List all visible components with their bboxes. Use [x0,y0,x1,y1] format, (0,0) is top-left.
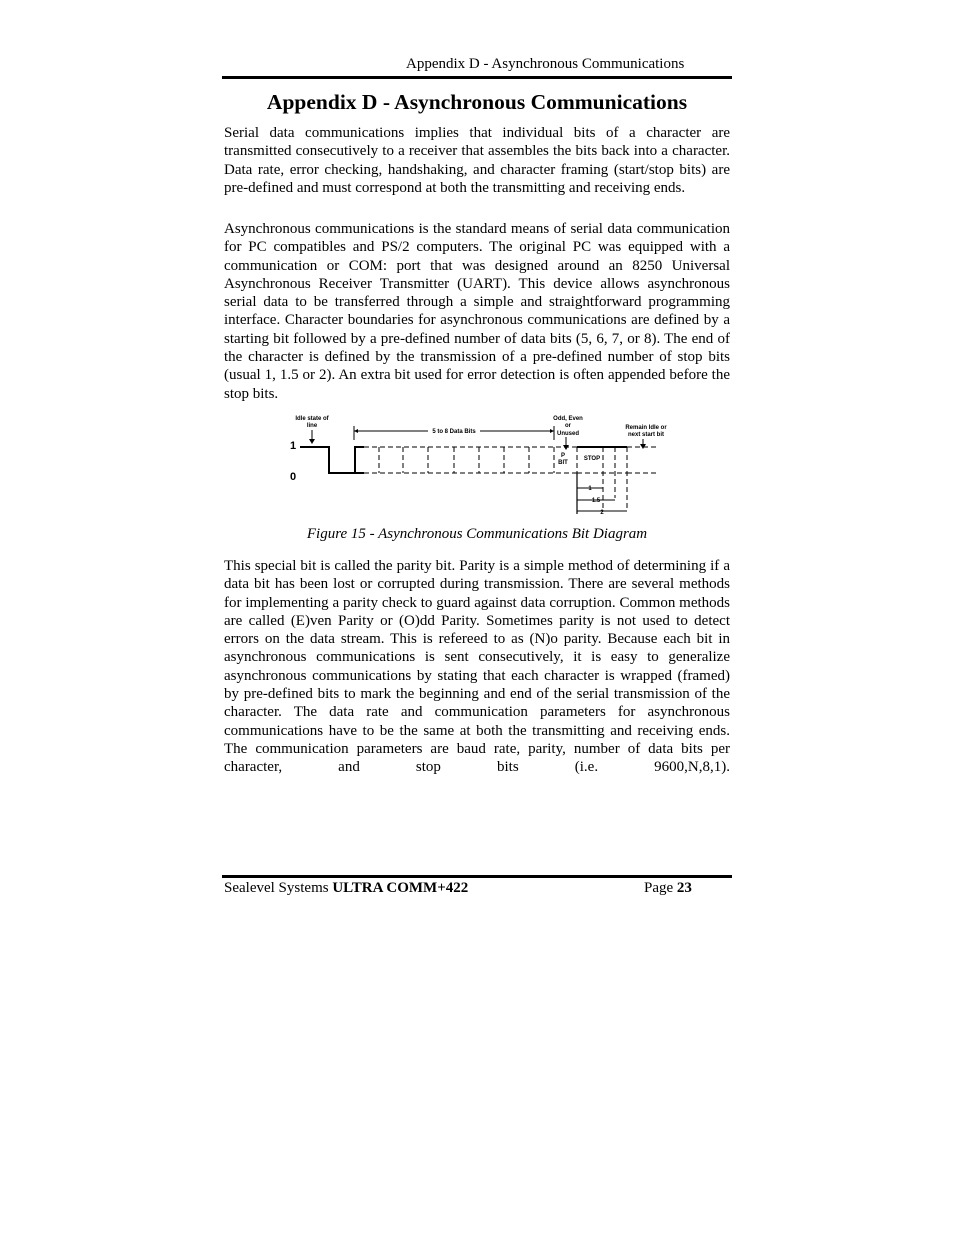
footer-company: Sealevel Systems [224,880,333,896]
pbit-label-line1: P [560,453,566,459]
paragraph-serial-intro: Serial data communications implies that individual bits of a character are transmitted consecutively to a receiver that assembles the bits back into a character. Data rate, error checking, handshaking, and character framing (start/stop bits) are pre-defined and must correspond at both the transmitting and receiving ends. [224,125,730,196]
stop-15-label: 1.5 [591,498,601,504]
idle-label-line2: line [306,423,318,429]
stop-2-label: 2 [600,510,604,516]
data-bits-arrow-left [354,429,358,433]
idle-label-line1: Idle state of [295,416,329,422]
data-bits-arrow-right [550,429,554,433]
remain-label-line1: Remain Idle or [625,425,667,431]
bit-diagram-svg [280,410,680,522]
footer-product [224,880,468,897]
bit-diagram [280,410,680,522]
stop-1-label: 1 [588,486,592,492]
pbit-label-line2: BIT [558,460,568,466]
footer-rule [222,875,732,878]
footer-page-number: 23 [676,880,692,896]
remain-label-line2: next start bit [627,432,665,438]
figure-caption: Figure 15 - Asynchronous Communications Bit Diagram [306,526,648,542]
footer-page-label: Page [644,880,677,896]
level-zero-label: 0 [290,471,297,483]
paragraph-async-overview: Asynchronous communications is the standard means of serial data communication for PC compatibles and PS/2 computers. The original PC was equipped with a communication or COM: port that was designed around an 8250 Universal Asynchronous Receiver Transmitter (UART). This device allows asynchronous serial data to be transferred through a simple and straightforward programming interface. Character boundaries for asynchronous communications are defined by a starting bit followed by a pre-defined number of data bits (5, 6, 7, or 8). The end of the character is defined by the transmission of a pre-defined number of stop bits (usual 1, 1.5 or 2). An extra bit used for error detection is often appended before the stop bits. [224,221,730,402]
header-rule [222,76,732,79]
stop-label: STOP [583,456,601,462]
page-title: Appendix D - Asynchronous Communications [266,90,688,114]
data-bits-label: 5 to 8 Data Bits [432,429,476,435]
idle-arrowhead [309,439,315,444]
level-one-label: 1 [290,440,297,452]
running-header: Appendix D - Asynchronous Communications [406,56,685,72]
waveform-data-bits [364,447,656,510]
waveform-idle-start [300,447,364,473]
paragraph-parity: This special bit is called the parity bit. Parity is a simple method of determining if a data bit has been lost or corrupted during transmission. There are several methods for implementing a parity check to guard against data corruption. Common methods are called (E)ven Parity or (O)dd Parity. Sometimes parity is not used to detect errors on the data stream. This is refereed to as (N)o parity. Because each bit in asynchronous communications is sent consecutively, it is easy to generalize asynchronous communications by stating that each character is wrapped (framed) by pre-defined bits to mark the beginning and end of the serial transmission of the character. The data rate and communication parameters for asynchronous communications have to be the same at both the transmitting and receiving ends. The communication parameters are baud rate, parity, number of data bits per character, and stop bits (i.e. 9600,N,8,1). [224,558,730,776]
footer-product-name: ULTRA COMM+422 [332,880,469,896]
parity-label-line1: Odd, Even [553,416,583,422]
parity-label-line2: or [565,423,571,429]
footer-page [644,880,692,897]
parity-label-line3: Unused [556,431,580,437]
